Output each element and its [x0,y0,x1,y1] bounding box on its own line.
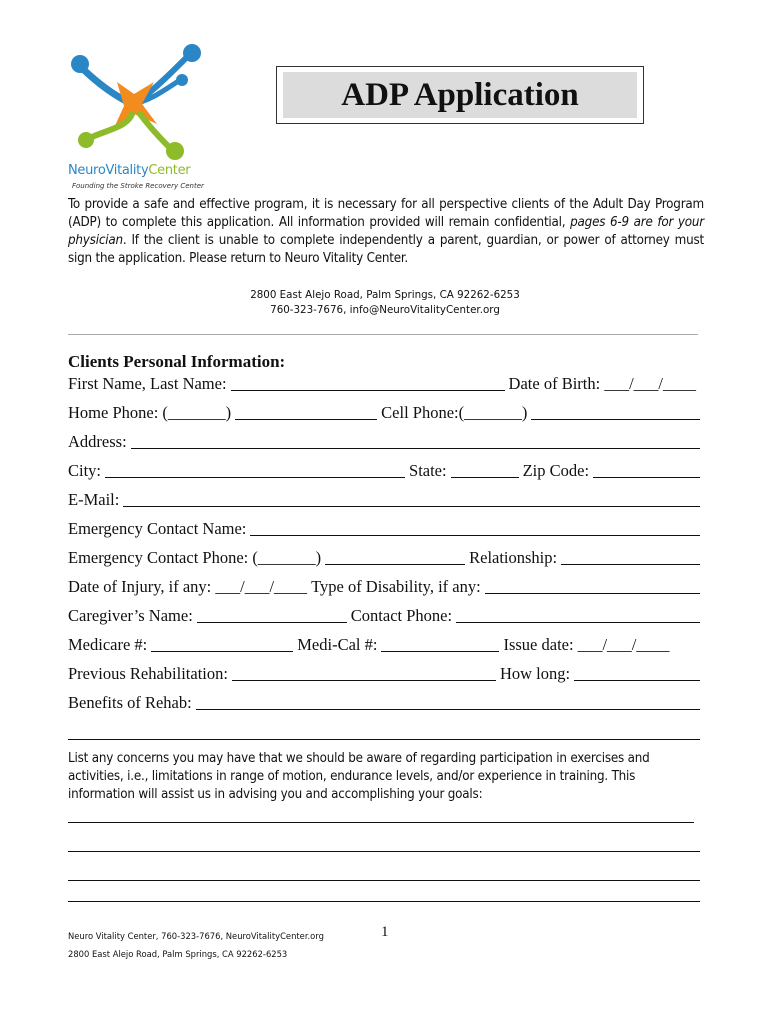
caregiver-name-label: Caregiver’s Name: [68,606,193,625]
state-field[interactable] [451,461,519,478]
medi-cal-label: Medi-Cal #: [297,635,378,654]
address-label: Address: [68,432,127,451]
first-last-name-field[interactable] [231,374,505,391]
row-injury [68,575,700,597]
city-label: City: [68,461,102,480]
date-of-injury-label[interactable]: Date of Injury, if any: ___/___/____ [68,577,308,596]
zip-label: Zip Code: [522,461,590,480]
logo-name-part1: NeuroVitality [68,163,149,178]
footer-line-2: 2800 East Alejo Road, Palm Springs, CA 92262-6253 [68,949,288,959]
intro-italic: pages 6-9 are for your physician [68,215,705,248]
first-last-name-label: First Name, Last Name: [68,374,227,393]
row-emergency-phone [68,546,700,568]
concerns-paragraph: List any concerns you may have that we should be aware of regarding participation in exercises and activities, i.e., limitations in range of motion, endurance levels, and/or experience in training. This information will assist us in advising you and accomplishing your goals: [68,751,650,802]
row-email [68,488,700,510]
zip-field[interactable] [593,461,700,478]
address-field[interactable] [131,432,700,449]
previous-rehab-label: Previous Rehabilitation: [68,664,228,683]
concerns-line-1[interactable] [68,822,694,823]
address-line-2: 760-323-7676, info@NeuroVitalityCenter.org [270,304,500,316]
email-label: E-Mail: [68,490,120,509]
footer [68,927,324,963]
logo-name-part2: Center [148,163,191,178]
email-field[interactable] [123,490,700,507]
row-caregiver [68,604,700,626]
page-title: ADP Application [283,72,637,118]
state-label: State: [409,461,447,480]
row-benefits [68,691,700,713]
previous-rehab-field[interactable] [232,664,496,681]
emergency-name-label: Emergency Contact Name: [68,519,247,538]
home-phone-label: Home Phone: (_______) [68,403,232,422]
cell-phone-field[interactable] [531,403,700,420]
title-box [276,66,644,124]
logo-tagline: Founding the Stroke Recovery Center [72,182,204,190]
divider [68,334,698,335]
medicare-field[interactable] [151,635,293,652]
concerns-line-2[interactable] [68,851,700,852]
emergency-phone-label: Emergency Contact Phone: (_______) [68,548,322,567]
medicare-label: Medicare #: [68,635,148,654]
row-medicare [68,633,700,655]
caregiver-name-field[interactable] [197,606,347,623]
how-long-field[interactable] [574,664,700,681]
address-line-1: 2800 East Alejo Road, Palm Springs, CA 92262-6253 [250,289,520,301]
cell-phone-label: Cell Phone:(_______) [381,403,528,422]
home-phone-field[interactable] [235,403,377,420]
row-city-state-zip [68,459,700,481]
row-rehab [68,662,700,684]
benefits-of-rehab-label: Benefits of Rehab: [68,693,192,712]
intro-paragraph [68,196,704,268]
intro-text-1: To provide a safe and effective program, it is necessary for all perspective clients of the Adult Day Program (ADP) to complete this application. All information provided will remain confidential, [68,197,704,230]
intro-text-2: . If the client is unable to complete independently a parent, guardian, or power of attorney must sign the application. Please return to Neuro Vitality Center. [68,233,704,266]
relationship-field[interactable] [561,548,700,565]
concerns-line-3[interactable] [68,880,700,881]
type-of-disability-field[interactable] [485,577,700,594]
benefits-of-rehab-field[interactable] [196,693,700,710]
concerns-line-4[interactable] [68,901,700,902]
address-block [68,288,702,318]
logo-wordmark [68,163,190,178]
row-name-dob [68,372,700,394]
type-of-disability-label: Type of Disability, if any: [311,577,481,596]
issue-date-label[interactable]: Issue date: ___/___/____ [503,635,670,654]
medi-cal-field[interactable] [381,635,499,652]
how-long-label: How long: [499,664,571,683]
row-phones [68,401,700,423]
city-field[interactable] [105,461,405,478]
benefits-extra-line[interactable] [68,739,700,740]
date-of-birth-label[interactable]: Date of Birth: ___/___/____ [508,374,696,393]
footer-line-1: Neuro Vitality Center, 760-323-7676, NeuroVitalityCenter.org [68,931,324,941]
relationship-label: Relationship: [469,548,558,567]
section-title: Clients Personal Information: [68,352,286,371]
emergency-phone-field[interactable] [325,548,465,565]
page-number: 1 [381,924,389,940]
row-address [68,430,700,452]
contact-phone-field[interactable] [456,606,700,623]
contact-phone-label: Contact Phone: [350,606,453,625]
row-emergency-name [68,517,700,539]
emergency-name-field[interactable] [250,519,700,536]
